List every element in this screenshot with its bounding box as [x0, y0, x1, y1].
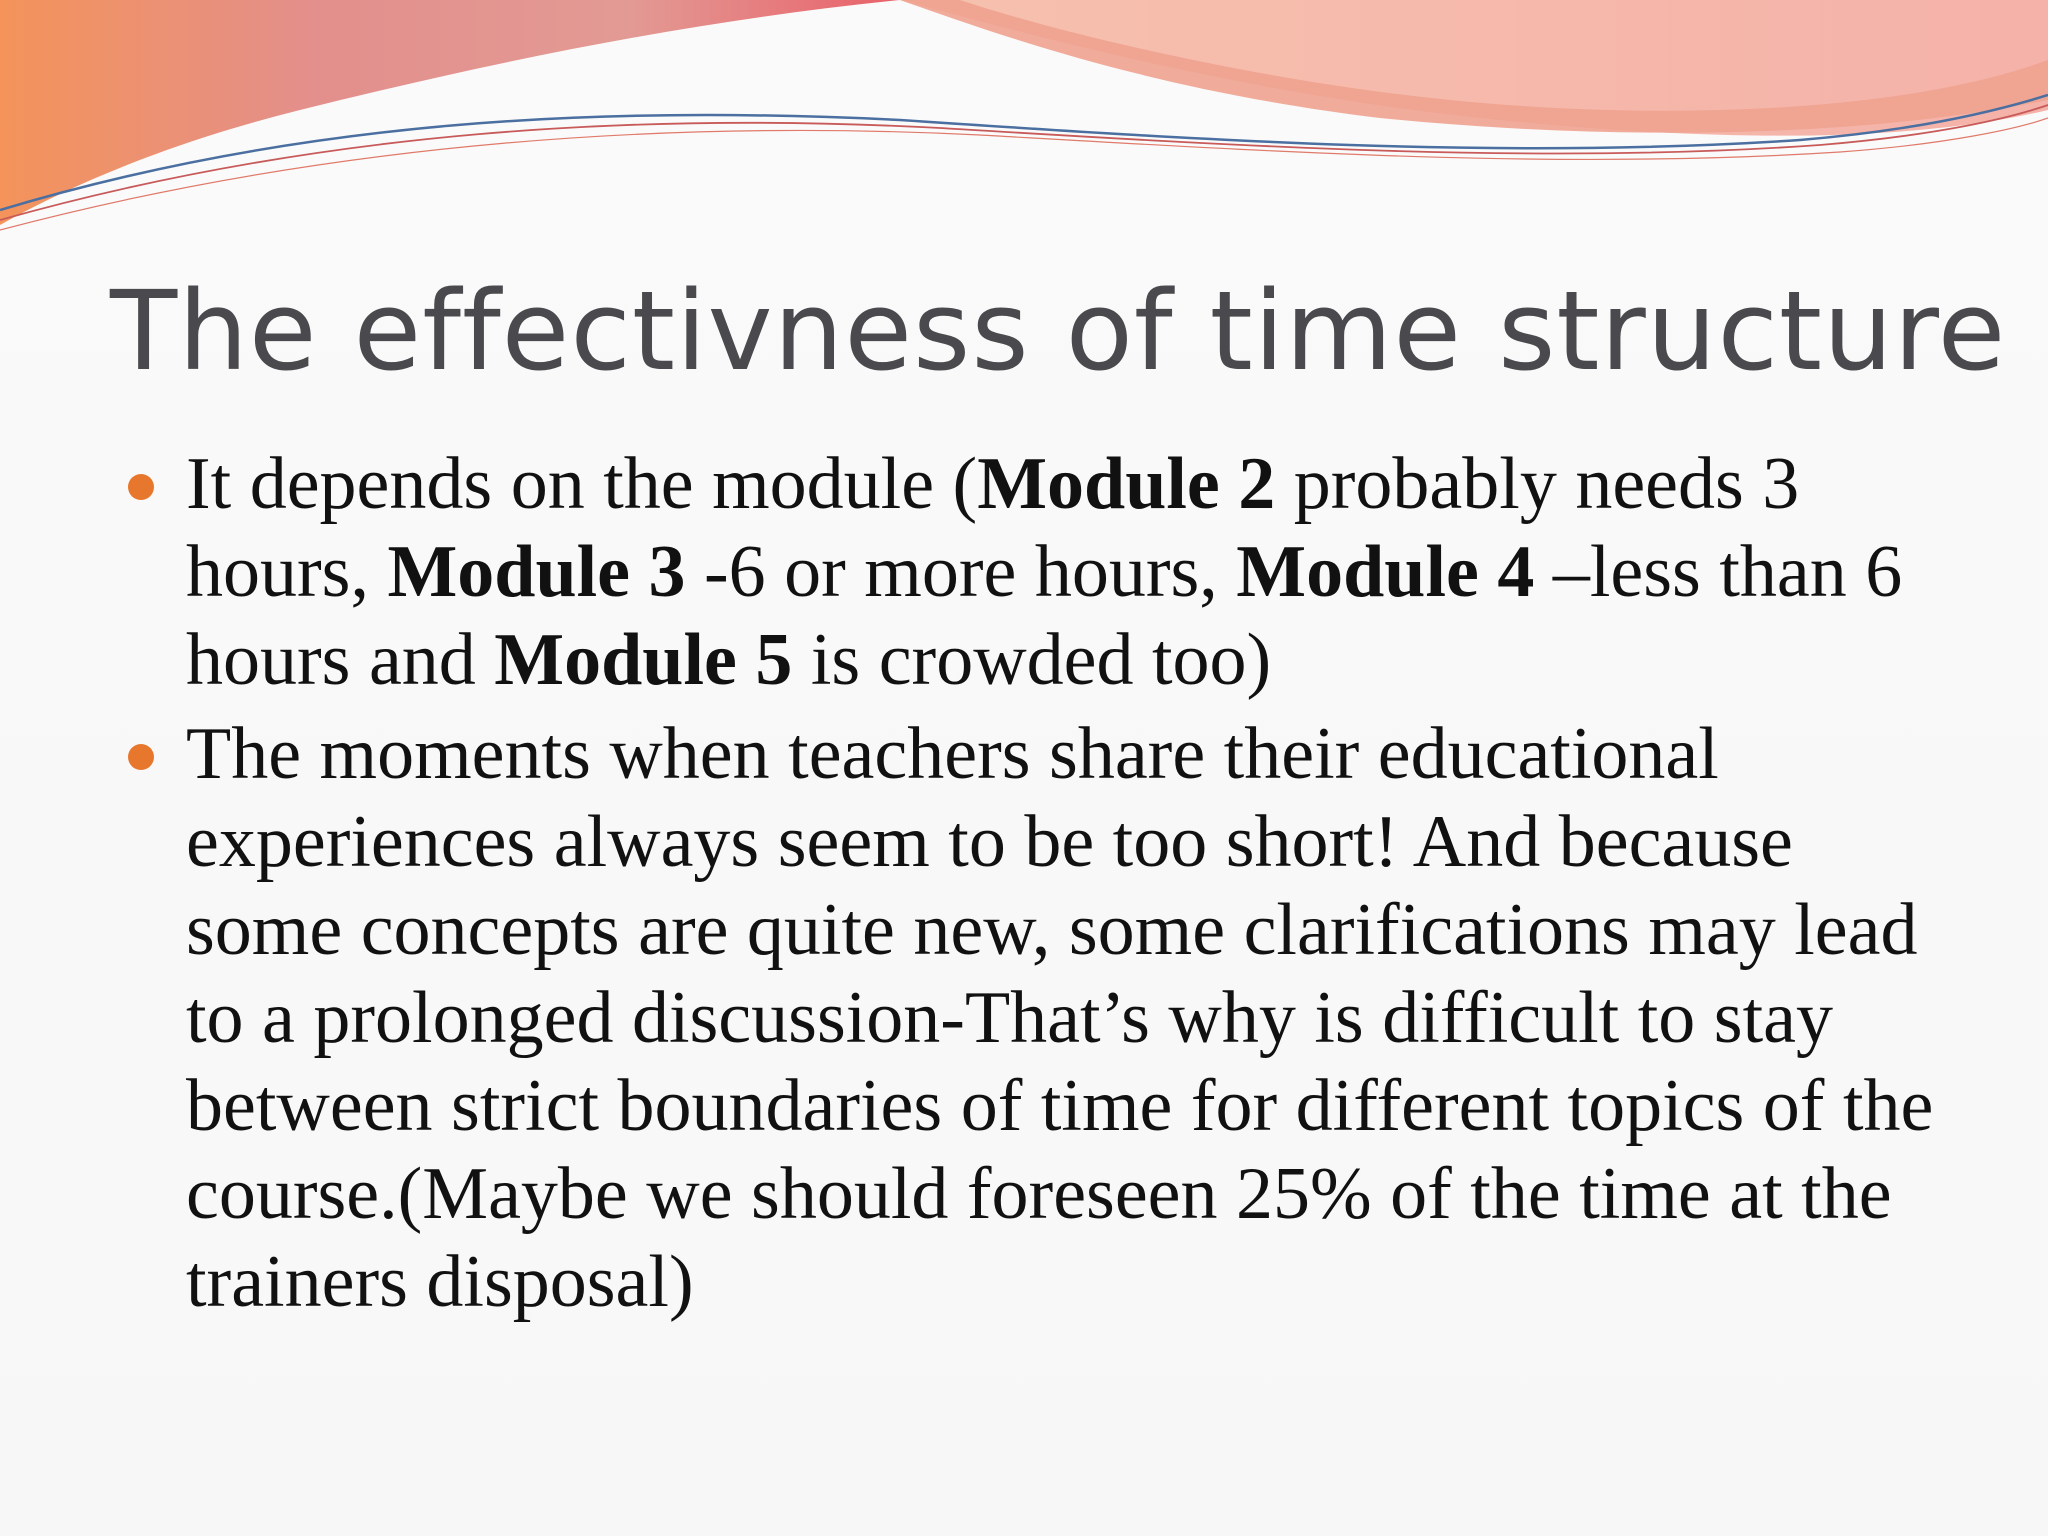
bullet-item-module-durations [128, 440, 1948, 704]
bullet-text-bold-module-5: Module 5 [494, 619, 793, 701]
slide-title: The effectivness of time structure [110, 267, 2007, 395]
bullet-dot-icon [128, 744, 154, 770]
bullet-text-bold-module-4: Module 4 [1236, 531, 1535, 613]
bullet-text-segment: is crowded too) [792, 619, 1272, 701]
bullet-list [128, 440, 1948, 1332]
bullet-text-segment: -6 or more hours, [685, 531, 1237, 613]
bullet-dot-icon [128, 474, 154, 500]
bullet-text-segment: probably needs 3 hours, [186, 443, 1800, 613]
bullet-text-bold-module-2: Module 2 [977, 443, 1276, 525]
bullet-text-bold-module-3: Module 3 [387, 531, 686, 613]
bullet-text-segment: –less than 6 hours and [186, 531, 1903, 701]
bullet-text-segment: It depends on the module ( [186, 443, 978, 525]
bullet-item-teacher-experiences [128, 710, 1948, 1326]
bullet-text-segment: The moments when teachers share their educational experiences always seem to be too short! And because some concepts are quite new, some clarifications may lead to a prolonged discussion-That’s why is difficult to stay between strict boundaries of time for different topics of the course.(Maybe we should foreseen 25% of the time at the trainers disposal) [186, 713, 1934, 1323]
decorative-wave-header [0, 0, 2048, 260]
